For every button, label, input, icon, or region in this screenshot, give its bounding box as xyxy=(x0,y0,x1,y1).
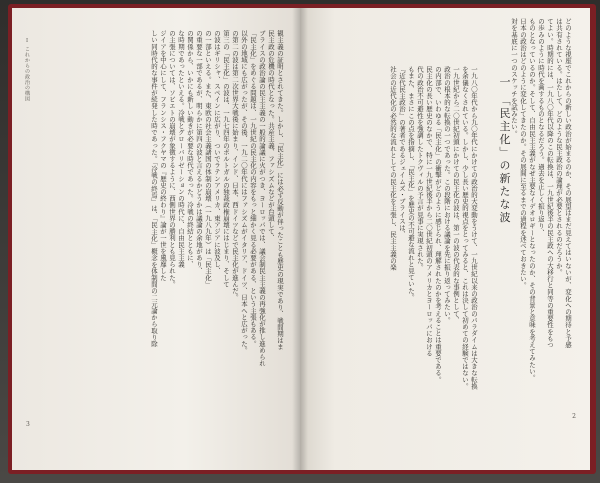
text-column: の一部といえる。また、東欧の社会主義諸国の体制の崩壊（一九八九年）は「民主化」 xyxy=(204,30,212,288)
text-column: を余儀なくされている。しかし、少し長い歴史的視点をとってみると、これは決して初めての経験ではない。 xyxy=(461,66,469,390)
text-column: の第二の波は第二次世界大戦後に始まり、インド、日本、西ドイツなどで民主化が進んだ。 xyxy=(231,30,239,301)
text-column: の重要な一部であるが、明らかに第四の波と言えるかどうかは議論の余地があり、 xyxy=(195,30,203,275)
right-page-body xyxy=(308,66,478,458)
text-column: ブライスの政治論の民主主義の一般的論議に火がつき、ヨーロッパでは、議会制民主主義の再強化が推し進められ xyxy=(258,30,266,367)
text-column: ジイアを中心にして、フランシス・フクヤマの『歴史の終わり』論が一世を風靡した xyxy=(159,30,167,281)
text-column: 社会の近代化の必然的な流れとしての民主化を主張し、民主主義の楽 xyxy=(389,66,397,271)
text-column: な時期であったといえる。冷戦とグローバリゼーションの時代に、自由民主主義 xyxy=(177,30,185,268)
text-column: 第三の「民主化」の波は、一九七四年のポルトガルの独裁政権崩壊にはじまり、そして xyxy=(222,30,230,288)
text-column: 以外の地域にも広がったが、その後、一九二〇年代にはファシズムがイタリア、ドイツ、日本へと広がった。 xyxy=(240,30,248,354)
text-column: の波はギリシャ、スペインに広がり、ついでラテンアメリカ、東アジアに波及し、 xyxy=(213,30,221,275)
text-column: 民主政の危機の時代となった。共産主義、ファシズムなどが台頭して、 xyxy=(267,30,275,242)
text-column: 『近代民主政治』の著者であるジェイムズ・ブライスは、 xyxy=(398,66,406,238)
running-head: Ⅰ これからの政治の構図 xyxy=(24,38,30,102)
text-column: もまた、まさにこの点を指摘し、「民主化」を歴史の不可避な流れと見ていた。 xyxy=(407,66,415,301)
left-page-number: 3 xyxy=(26,421,30,428)
section-title: 一 「民主化」の新たな波 xyxy=(498,76,511,225)
text-column: 一九八〇年代から九〇年代にかけての政治的大変動をうけて、一九世紀以来の政治のパラダイムは大きな転換 xyxy=(470,66,478,390)
text-column: 代の政治不可避性を強調したトクヴィルの予言が見事に実現された。 xyxy=(416,66,424,271)
text-column: 民主化の長い歴史のなかで、特に一九世紀後半から二〇世紀初頭のアメリカとヨーロッパにおける xyxy=(425,66,433,357)
text-column: 日本の政治はどのように変化してきたのか。その展開に至るまでの過程を述べておきたい。 xyxy=(519,18,527,289)
text-column: てよい。時期的には、一九八〇年代以降のこの転換は、一九世紀後半の民主政への大移行と同等の重要性をもつ xyxy=(546,18,554,348)
left-page-body xyxy=(34,30,284,372)
text-column: は共有されている。はたして、どのような民主政治の論理が必要とされるのだろうか。 xyxy=(555,18,563,276)
text-column: の関係から、いかにも新しい動きが必要な時代であった。冷戦の終結とともに、 xyxy=(186,30,194,268)
text-column: ものとなっているのか。そして、自由民主主義がなぜ主要なイデオロギーとなったのか、その背景と意味を考えてみたい。 xyxy=(528,18,536,381)
right-page-number: 2 xyxy=(572,413,576,420)
text-column: 観主義の証明とされてきた。しかし、「民主化」には必ず反動が伴ったことも歴史の現実であり、戦間期はま xyxy=(276,30,284,351)
book-gutter xyxy=(292,8,308,470)
left-page xyxy=(12,8,300,470)
right-page xyxy=(300,8,590,470)
text-column: しい同時代的な事件が続発した時であった。「冷戦の終焉」は、「民主化」概念を体制間の二元論から取り除 xyxy=(150,30,158,347)
text-column: 「民主化」をめぐる問題は、一九世紀の民主化の内容をもっと細かく見る必要がある、という主張もある。 xyxy=(249,30,257,347)
text-column: 政治の根本的な転換の一つであった。この段階における議論を先に振り返ってみたい。 xyxy=(443,66,451,324)
text-column: どのような視座でこれからの新しい政治が始まるのか、その展望はまだ見えてはいないが、変化への期待と予感 xyxy=(564,18,572,348)
text-column: 対を基底に一つのスケッチを試みたい。 xyxy=(510,18,518,137)
text-column: の主張については、ソビエトの崩壊が象徴するように、西側世界の勝利とも見られた。 xyxy=(168,30,176,288)
text-column: 一九世紀から二〇世紀初頭にかけての民主化の波は、第一の波の代表的な事例として、 xyxy=(452,66,460,324)
text-column: の歩みのように時代を画するものとなるだろう。過去を正しく振り返り、 xyxy=(537,18,545,236)
text-column: の内部で、いわゆる「民主化」の衝撃がどのように感じられ、理解されたのかを考えることは重要である。 xyxy=(434,66,442,383)
